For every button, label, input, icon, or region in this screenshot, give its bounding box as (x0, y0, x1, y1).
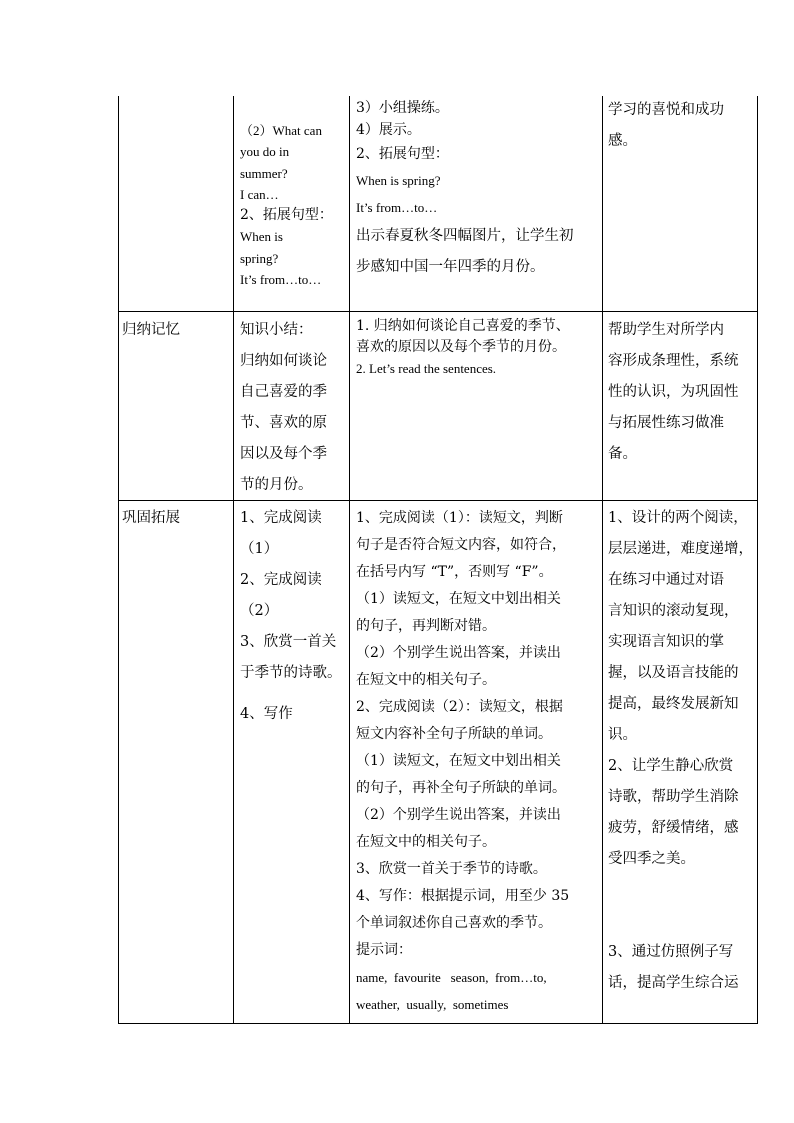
row3-content-cell (240, 503, 345, 730)
row2-activity-line: 喜欢的原因以及每个季节的月份。 (356, 339, 566, 355)
row1-activity-cell (356, 97, 600, 283)
row1-activity-line: 3）小组操练。 (356, 100, 449, 116)
row2-purpose-line: 帮助学生对所学内 (608, 322, 724, 338)
row3-purpose-line: 实现语言知识的掌 (608, 634, 724, 650)
row3-activity-line: 短文内容补全句子所缺的单词。 (356, 726, 552, 742)
row3-purpose-line: 1、设计的两个阅读， (608, 510, 748, 526)
row1-content-line: 2、拓展句型： (240, 207, 333, 224)
row1-activity-line: When is spring? (356, 173, 441, 188)
row2-content-line: 节的月份。 (240, 477, 313, 493)
row3-activity-line: （2）个别学生说出答案，并读出 (356, 807, 561, 823)
row3-purpose-line: 识。 (608, 727, 637, 743)
table-divider-1 (233, 96, 234, 1024)
row3-activity-line: 的句子，再补全句子所缺的单词。 (356, 780, 566, 796)
row2-content-line: 因以及每个季 (240, 446, 327, 462)
row2-purpose-line: 性的认识，为巩固性 (608, 384, 739, 400)
row3-activity-line: （2）个别学生说出答案，并读出 (356, 645, 561, 661)
row3-activity-line: 在短文中的相关句子。 (356, 834, 496, 850)
row1-purpose-cell (608, 95, 754, 157)
row2-content-line: 归纳如何谈论 (240, 353, 327, 369)
row3-purpose-line: 2、让学生静心欣赏 (608, 758, 734, 774)
row1-activity-line: 2、拓展句型： (356, 146, 449, 162)
row3-activity-line: 1、完成阅读（1）：读短文，判断 (356, 510, 563, 526)
row1-content-line: （2）What can (240, 123, 322, 138)
stage-label: 归纳记忆 (122, 322, 180, 338)
row3-content-line: 3、欣赏一首关 (240, 634, 337, 650)
row3-purpose-line: 疲劳，舒缓情绪，感 (608, 820, 739, 836)
row1-content-line: It’s from…to… (240, 272, 322, 288)
row3-content-line: 4、写作 (240, 706, 293, 722)
table-divider-3 (602, 96, 603, 1024)
row3-activity-line: 提示词： (356, 942, 412, 958)
row1-activity-line: 4）展示。 (356, 122, 421, 138)
row3-purpose-line: 3、通过仿照例子写 (608, 944, 734, 960)
table-border-bottom (118, 1023, 758, 1024)
row2-activity-cell (356, 316, 600, 380)
row3-content-line: 2、完成阅读 (240, 572, 322, 588)
row1-purpose-line: 感。 (608, 133, 637, 149)
row3-purpose-line: 言知识的滚动复现， (608, 603, 739, 619)
row3-activity-line: 3、欣赏一首关于季节的诗歌。 (356, 861, 547, 877)
row3-content-line: （2） (240, 603, 279, 619)
row3-activity-line: 的句子，再判断对错。 (356, 618, 496, 634)
row2-activity-line: 2. Let’s read the sentences. (356, 361, 497, 376)
table-border-left (118, 96, 119, 1024)
row3-activity-line: 句子是否符合短文内容，如符合， (356, 537, 566, 553)
row3-activity-line: name, favourite season, from…to, (356, 970, 547, 985)
row1-content-line: spring? (240, 250, 279, 266)
row2-content-line: 知识小结： (240, 322, 313, 338)
table-divider-2 (349, 96, 350, 1024)
row2-purpose-line: 容形成条理性，系统 (608, 353, 739, 369)
row3-activity-line: 在括号内写 “T”，否则写 “F”。 (356, 564, 553, 580)
row3-purpose-line: 话，提高学生综合运 (608, 975, 739, 991)
row3-activity-line: 个单词叙述你自己喜欢的季节。 (356, 915, 552, 931)
row2-content-line: 节、喜欢的原 (240, 415, 327, 431)
row1-activity-line: 出示春夏秋冬四幅图片，让学生初 (356, 228, 574, 244)
row3-activity-line: 2、完成阅读（2）：读短文，根据 (356, 699, 563, 715)
row3-activity-line: （1）读短文，在短文中划出相关 (356, 753, 561, 769)
row3-activity-cell (356, 505, 600, 1018)
row3-purpose-line: 层层递进，难度递增， (608, 541, 753, 557)
row3-stage-cell (122, 503, 232, 534)
row3-purpose-line: 诗歌，帮助学生消除 (608, 789, 739, 805)
row3-content-line: 1、完成阅读 (240, 510, 322, 526)
row2-content-cell (240, 315, 345, 501)
row3-purpose-cell (608, 503, 754, 999)
row2-purpose-line: 与拓展性练习做准 (608, 415, 724, 431)
row1-content-line: summer? (240, 165, 288, 181)
row2-content-line: 自己喜爱的季 (240, 384, 327, 400)
row3-activity-line: weather, usually, sometimes (356, 997, 509, 1012)
row3-activity-line: 在短文中的相关句子。 (356, 672, 496, 688)
row1-activity-line: 步感知中国一年四季的月份。 (356, 259, 545, 275)
row1-content-line: I can… (240, 186, 279, 202)
row3-purpose-line: 在练习中通过对语 (608, 572, 724, 588)
row2-purpose-cell (608, 315, 754, 470)
row-separator-1 (118, 311, 758, 312)
row2-stage-cell (122, 315, 232, 346)
row3-purpose-line: 握，以及语言技能的 (608, 665, 739, 681)
row3-purpose-line: 提高，最终发展新知 (608, 696, 739, 712)
row1-activity-line: It’s from…to… (356, 200, 438, 215)
row3-content-line: 于季节的诗歌。 (240, 665, 342, 681)
row1-content-line: When is (240, 229, 283, 245)
row3-activity-line: 4、写作：根据提示词，用至少 35 (356, 888, 570, 904)
row-separator-2 (118, 500, 758, 501)
row2-activity-line: 1. 归纳如何谈论自己喜爱的季节、 (356, 318, 570, 334)
row1-content-cell (240, 120, 345, 290)
row3-content-line: （1） (240, 541, 279, 557)
row2-purpose-line: 备。 (608, 446, 637, 462)
table-border-right (757, 96, 758, 1024)
row3-activity-line: （1）读短文，在短文中划出相关 (356, 591, 561, 607)
row3-purpose-line: 受四季之美。 (608, 851, 695, 867)
row1-purpose-line: 学习的喜悦和成功 (608, 102, 724, 118)
row1-content-line: you do in (240, 144, 290, 160)
stage-label: 巩固拓展 (122, 510, 180, 526)
